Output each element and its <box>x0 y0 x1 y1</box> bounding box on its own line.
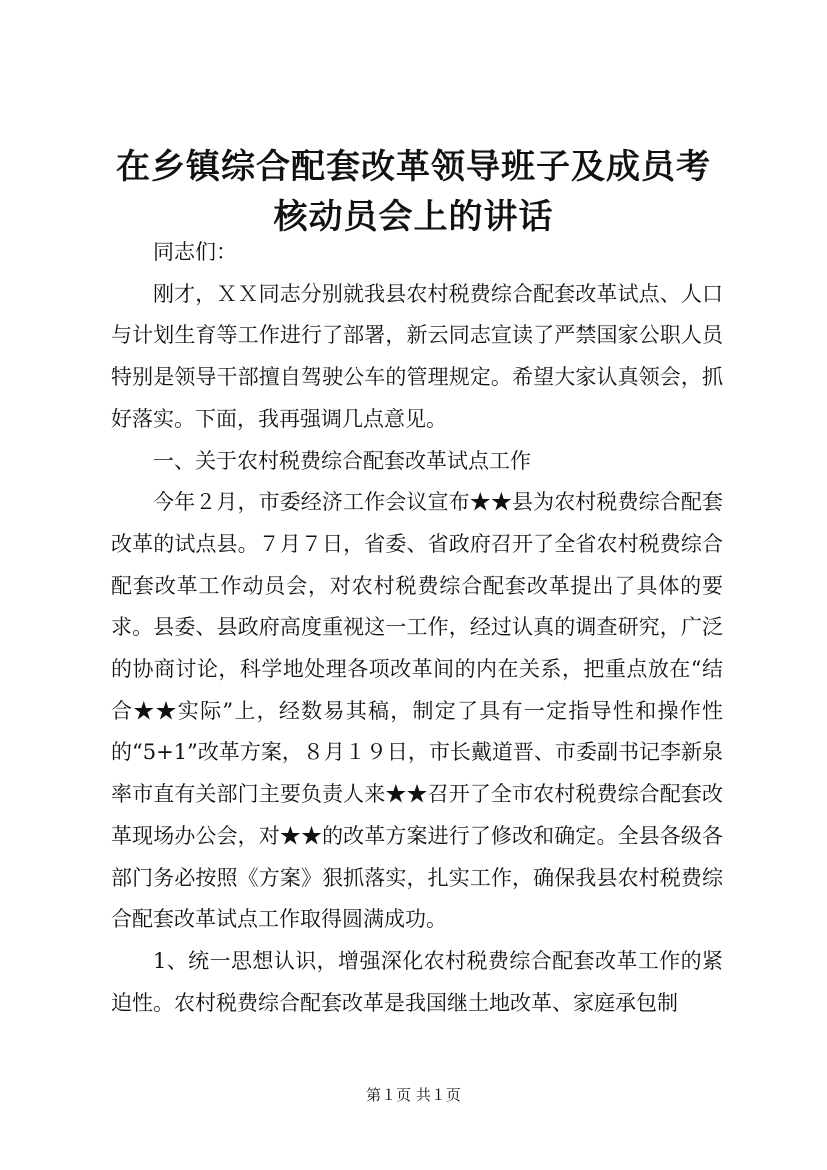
intro-paragraph: 刚才，ＸＸ同志分别就我县农村税费综合配套改革试点、人口与计划生育等工作进行了部署，新云同志宣读了严禁国家公职人员特别是领导干部擅自驾驶公车的管理规定。希望大家认真领会，抓好落实。下面，我再强调几点意见。 <box>111 281 723 431</box>
page-number-footer: 第１页 共１页 <box>366 1086 461 1104</box>
salutation-paragraph: 同志们： <box>153 240 237 264</box>
section-heading-1: 一、关于农村税费综合配套改革试点工作 <box>153 448 531 473</box>
section-1-paragraph: 今年２月，市委经济工作会议宣布★★县为农村税费综合配套改革的试点县。７月７日，省委、省政府召开了全省农村税费综合配套改革工作动员会，对农村税费综合配套改革提出了具体的要求。县委、县政府高度重视这一工作，经过认真的调查研究，广泛的协商讨论，科学地处理各项改革间的内在关系，把重点放在“结合★★实际”上，经数易其稿，制定了具有一定指导性和操作性的“5+1”改革方案，８月１９日，市长戴道晋、市委副书记李新泉率市直有关部门主要负责人来★★召开了全市农村税费综合配套改革现场办公会，对★★的改革方案进行了修改和确定。全县各级各部门务必按照《方案》狠抓落实，扎实工作，确保我县农村税费综合配套改革试点工作取得圆满成功。 <box>111 490 723 932</box>
document-body <box>111 232 723 1024</box>
item-1-paragraph: 1、统一思想认识，增强深化农村税费综合配套改革工作的紧迫性。农村税费综合配套改革是我国继土地改革、家庭承包制 <box>111 948 723 1015</box>
document-title: 在乡镇综合配套改革领导班子及成员考核动员会上的讲话 <box>116 147 711 237</box>
